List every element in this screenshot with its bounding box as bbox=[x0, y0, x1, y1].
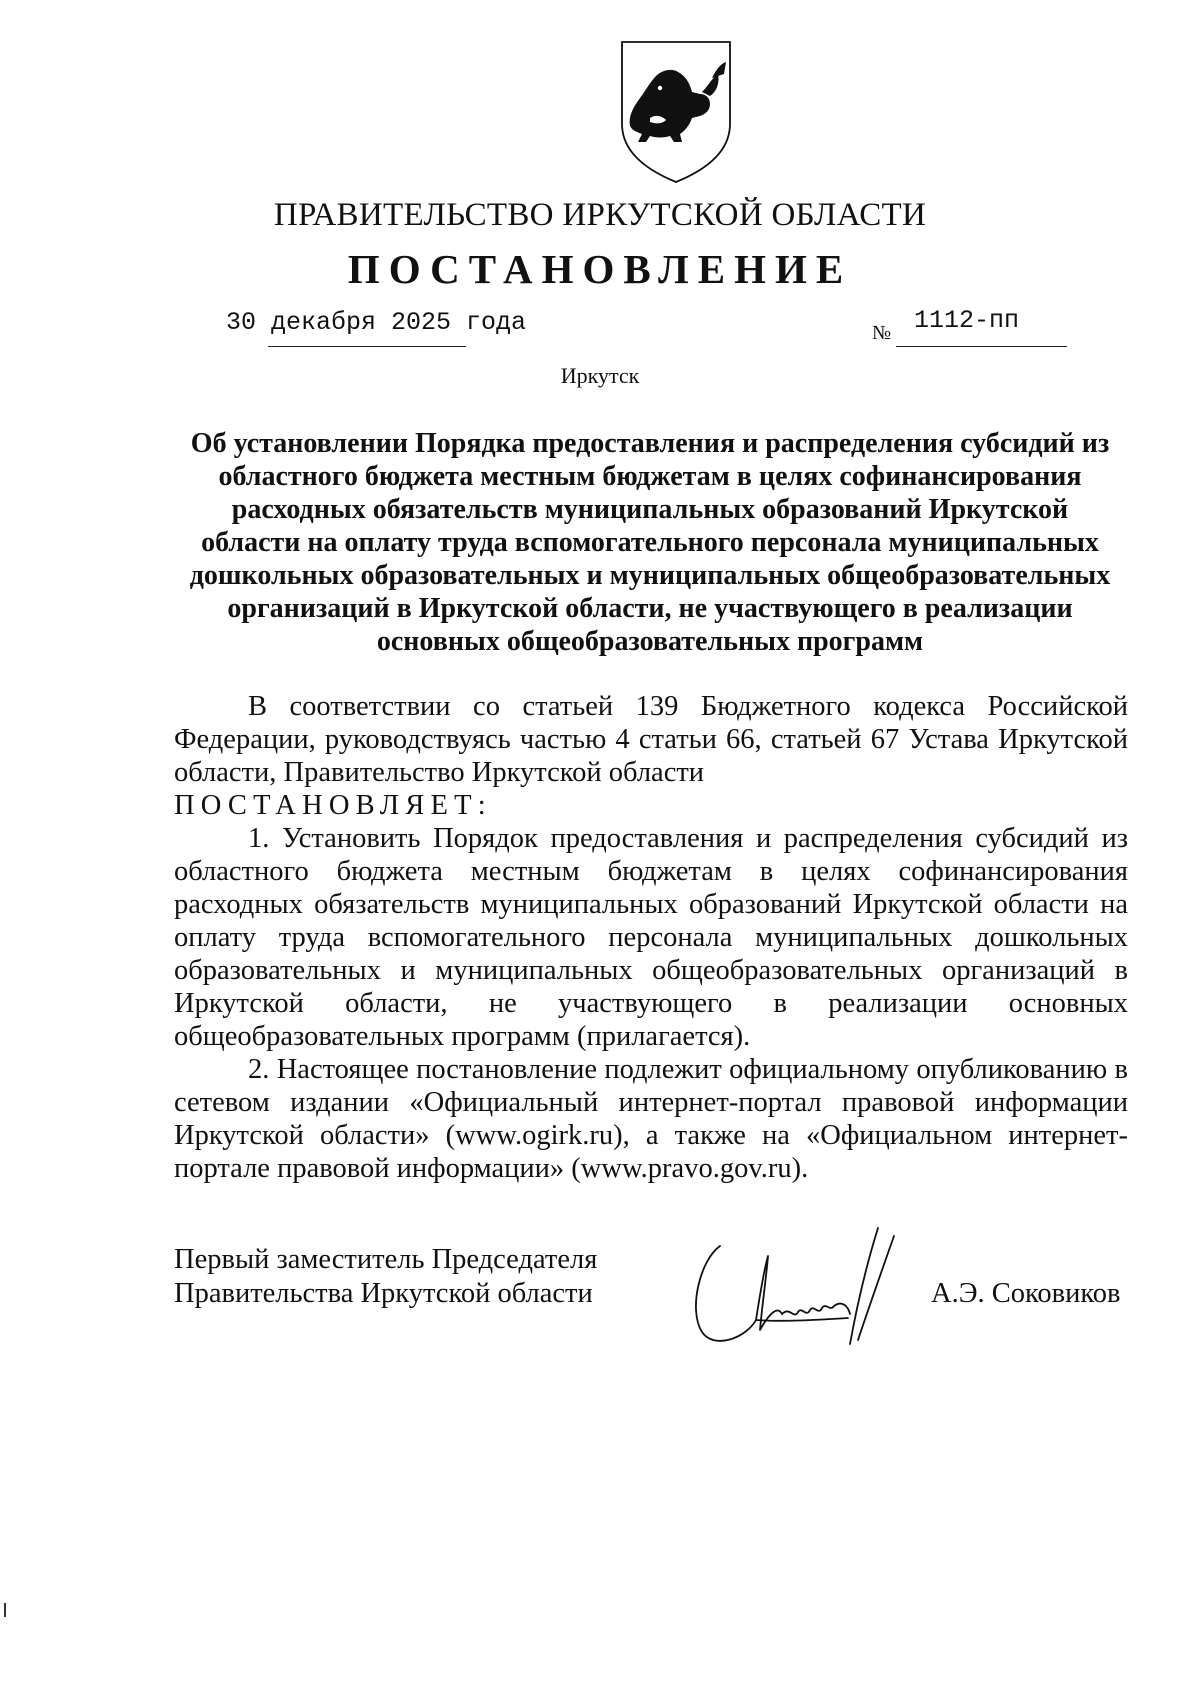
title-line: дошкольных образовательных и муниципальных общеобразовательных bbox=[189, 560, 1111, 591]
title-line: организаций в Иркутской области, не участвующего в реализации bbox=[227, 593, 1073, 624]
number-underline bbox=[896, 346, 1067, 347]
title-line: основных общеобразовательных программ bbox=[376, 626, 924, 657]
signer-position bbox=[174, 1243, 597, 1311]
title-line: области на оплату труда вспомогательного персонала муниципальных bbox=[201, 527, 1099, 558]
title-line: Об установлении Порядка предоставления и распределения субсидий из bbox=[190, 428, 1110, 459]
title-line: областного бюджета местным бюджетам в целях софинансирования bbox=[218, 461, 1082, 492]
scan-edge-mark bbox=[4, 1603, 6, 1617]
title-line: расходных обязательств муниципальных образований Иркутской bbox=[231, 494, 1069, 525]
item-2-paragraph: 2. Настоящее постановление подлежит официальному опубликованию в сетевом издании «Официальный интернет-портал правовой информации Иркутской области» (www.ogirk.ru), а также на «Официальном интернет-портале правовой информации» (www.pravo.gov.ru). bbox=[174, 1054, 1128, 1184]
handwritten-signature-icon bbox=[690, 1210, 930, 1360]
city-name: Иркутск bbox=[560, 363, 640, 388]
date-underline bbox=[268, 346, 466, 347]
signer-position-line: Правительства Иркутской области bbox=[174, 1278, 593, 1309]
number-sign: № bbox=[872, 322, 892, 344]
signer-name: А.Э. Соковиков bbox=[931, 1278, 1121, 1309]
document-number: 1112-пп bbox=[914, 306, 1020, 335]
signer-position-line: Первый заместитель Председателя bbox=[174, 1244, 598, 1275]
document-title bbox=[170, 427, 1130, 658]
government-name: ПРАВИТЕЛЬСТВО ИРКУТСКОЙ ОБЛАСТИ bbox=[273, 197, 927, 233]
coat-of-arms-icon bbox=[616, 38, 736, 186]
document-date: 30 декабря 2025 года bbox=[226, 308, 527, 337]
resolves-heading: ПОСТАНОВЛЯЕТ: bbox=[174, 790, 492, 821]
document-type-heading: ПОСТАНОВЛЕНИЕ bbox=[347, 246, 853, 292]
item-1-paragraph: 1. Установить Порядок предоставления и распределения субсидий из областного бюджета местным бюджетам в целях софинансирования расходных обязательств муниципальных образований Иркутской области на оплату труда вспомогательного персонала муниципальных дошкольных образовательных и муниципальных общеобразовательных организаций в Иркутской области, не участвующего в реализации основных общеобразовательных программ (прилагается). bbox=[174, 823, 1128, 1052]
document-body bbox=[174, 690, 1128, 1185]
preamble-paragraph: В соответствии со статьей 139 Бюджетного кодекса Российской Федерации, руководствуясь частью 4 статьи 66, статьей 67 Устава Иркутской области, Правительство Иркутской области bbox=[174, 691, 1128, 788]
